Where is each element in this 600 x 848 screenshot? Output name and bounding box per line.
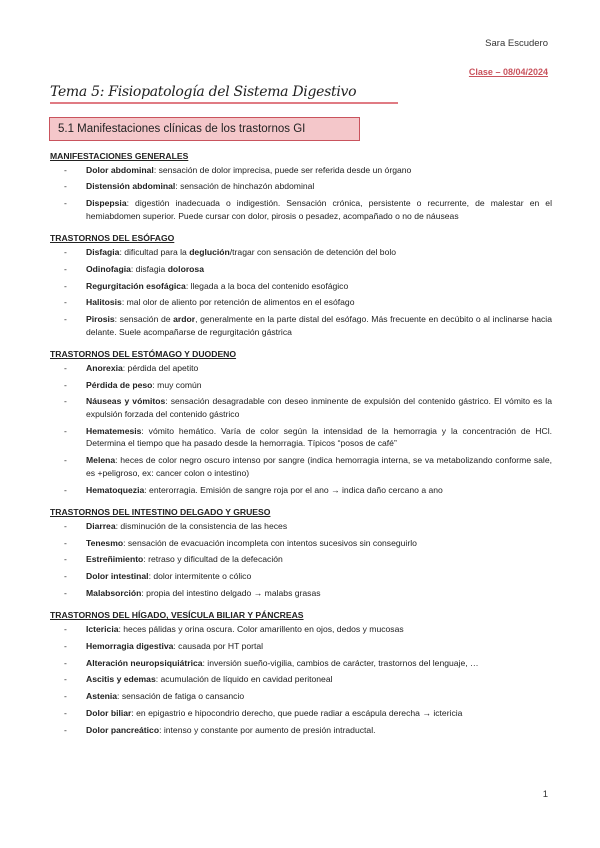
- list-item: - Dolor abdominal: sensación de dolor imprecisa, puede ser referida desde un órgano: [50, 164, 552, 177]
- term: Anorexia: [86, 362, 123, 373]
- term: Astenia: [86, 691, 118, 702]
- list-item: - Anorexia: pérdida del apetito: [50, 362, 552, 375]
- term: Pérdida de peso: [86, 379, 153, 390]
- term: Estreñimiento: [86, 554, 144, 565]
- list-item: - Diarrea: disminución de la consistencia de las heces: [50, 520, 552, 533]
- term: Regurgitación esofágica: [86, 280, 186, 291]
- term: Halitosis: [86, 297, 122, 308]
- term: Ascitis y edemas: [86, 674, 156, 685]
- term: Disfagia: [86, 246, 120, 257]
- list-item: - Hematemesis: vómito hemático. Varía de color según la intensidad de la hemorragia y la concentración de HCl. Determina el tiempo que ha pasado desde la hemorragia. Típicos “posos de café”: [50, 425, 552, 450]
- term: deglución: [189, 246, 230, 257]
- category-heading: MANIFESTACIONES GENERALES: [50, 151, 189, 161]
- term: Diarrea: [86, 520, 116, 531]
- category-list: [50, 623, 552, 736]
- list-item: - Halitosis: mal olor de aliento por retención de alimentos en el esófago: [50, 296, 552, 309]
- term: Dolor pancreático: [86, 724, 160, 735]
- page-number: 1: [542, 789, 548, 800]
- category-list: [50, 246, 552, 338]
- category-list: [50, 362, 552, 496]
- term: Odinofagia: [86, 263, 131, 274]
- term: Dolor biliar: [86, 707, 132, 718]
- list-item: - Odinofagia: disfagia dolorosa: [50, 263, 552, 276]
- list-item: - Disfagia: dificultad para la deglución/tragar con sensación de detención del bolo: [50, 246, 552, 259]
- list-item: - Dolor intestinal: dolor intermitente o cólico: [50, 570, 552, 583]
- class-date: Clase – 08/04/2024: [468, 67, 548, 77]
- list-item: - Distensión abdominal: sensación de hinchazón abdominal: [50, 180, 552, 193]
- category-heading: TRASTORNOS DEL ESÓFAGO: [50, 233, 175, 244]
- list-item: - Dolor pancreático: intenso y constante por aumento de presión intraductal.: [50, 724, 552, 737]
- page-title: Tema 5: Fisiopatología del Sistema Digestivo: [50, 84, 357, 100]
- list-item: - Dolor biliar: en epigastrio e hipocondrio derecho, que puede radiar a escápula derecha → ictericia: [50, 707, 552, 720]
- term: Tenesmo: [86, 537, 124, 548]
- term: Melena: [86, 455, 116, 466]
- category-heading: TRASTORNOS DEL HÍGADO, VESÍCULA BILIAR Y PÁNCREAS: [50, 610, 304, 621]
- term: Náuseas y vómitos: [86, 396, 166, 407]
- list-item: - Dispepsia: digestión inadecuada o indigestión. Sensación crónica, persistente o recurrente, de malestar en el hemiabdomen superior. Puede cursar con dolor, pirosis o pesadez, acompañado o no de náuseas: [50, 197, 552, 222]
- term: Dolor abdominal: [86, 164, 154, 175]
- list-item: - Regurgitación esofágica: llegada a la boca del contenido esofágico: [50, 280, 552, 293]
- list-item: - Malabsorción: propia del intestino delgado → malabs grasas: [50, 587, 552, 600]
- category-list: [50, 520, 552, 600]
- term: Ictericia: [86, 624, 119, 635]
- term: Malabsorción: [86, 587, 142, 598]
- term: Hematemesis: [86, 425, 142, 436]
- list-item: - Ictericia: heces pálidas y orina oscura. Color amarillento en ojos, dedos y mucosas: [50, 623, 552, 636]
- list-item: - Hematoquezia: enterorragia. Emisión de sangre roja por el ano → indica daño cercano a ano: [50, 484, 552, 497]
- term: Alteración neuropsiquiátrica: [86, 657, 203, 668]
- term: Dolor intestinal: [86, 571, 149, 582]
- document-body: [50, 150, 552, 741]
- list-item: - Estreñimiento: retraso y dificultad de la defecación: [50, 553, 552, 566]
- list-item: - Hemorragia digestiva: causada por HT portal: [50, 640, 552, 653]
- title-underline: [50, 102, 398, 104]
- list-item: - Tenesmo: sensación de evacuación incompleta con intentos sucesivos sin conseguirlo: [50, 537, 552, 550]
- category-heading: TRASTORNOS DEL INTESTINO DELGADO Y GRUESO: [50, 507, 271, 518]
- list-item: - Astenia: sensación de fatiga o cansancio: [50, 690, 552, 703]
- list-item: - Náuseas y vómitos: sensación desagradable con deseo inminente de expulsión del contenido gástrico. El vómito es la expulsión forzada del contenido gástrico: [50, 395, 552, 420]
- term: Hemorragia digestiva: [86, 640, 174, 651]
- list-item: - Ascitis y edemas: acumulación de líquido en cavidad peritoneal: [50, 673, 552, 686]
- term: dolorosa: [167, 263, 204, 274]
- list-item: - Alteración neuropsiquiátrica: inversión sueño-vigilia, cambios de carácter, trastornos del lenguaje, …: [50, 657, 552, 670]
- term: Pirosis: [86, 314, 115, 325]
- list-item: - Pérdida de peso: muy común: [50, 379, 552, 392]
- category-list: [50, 164, 552, 223]
- list-item: - Melena: heces de color negro oscuro intenso por sangre (indica hemorragia interna, se va metabolizando conforme sale, es +peligroso, ex: cancer colon o intestino): [50, 454, 552, 479]
- term: Hematoquezia: [86, 484, 145, 495]
- term: ardor: [173, 314, 196, 325]
- term: Distensión abdominal: [86, 181, 176, 192]
- term: Dispepsia: [86, 198, 127, 209]
- list-item: - Pirosis: sensación de ardor, generalmente en la parte distal del esófago. Más frecuente en decúbito o al inclinarse hacia delante. Suele acompañarse de regurgitación gástrica: [50, 313, 552, 338]
- category-heading: TRASTORNOS DEL ESTÓMAGO Y DUODENO: [50, 349, 237, 360]
- author-name: Sara Escudero: [485, 38, 548, 49]
- section-heading: 5.1 Manifestaciones clínicas de los trastornos GI: [49, 117, 360, 141]
